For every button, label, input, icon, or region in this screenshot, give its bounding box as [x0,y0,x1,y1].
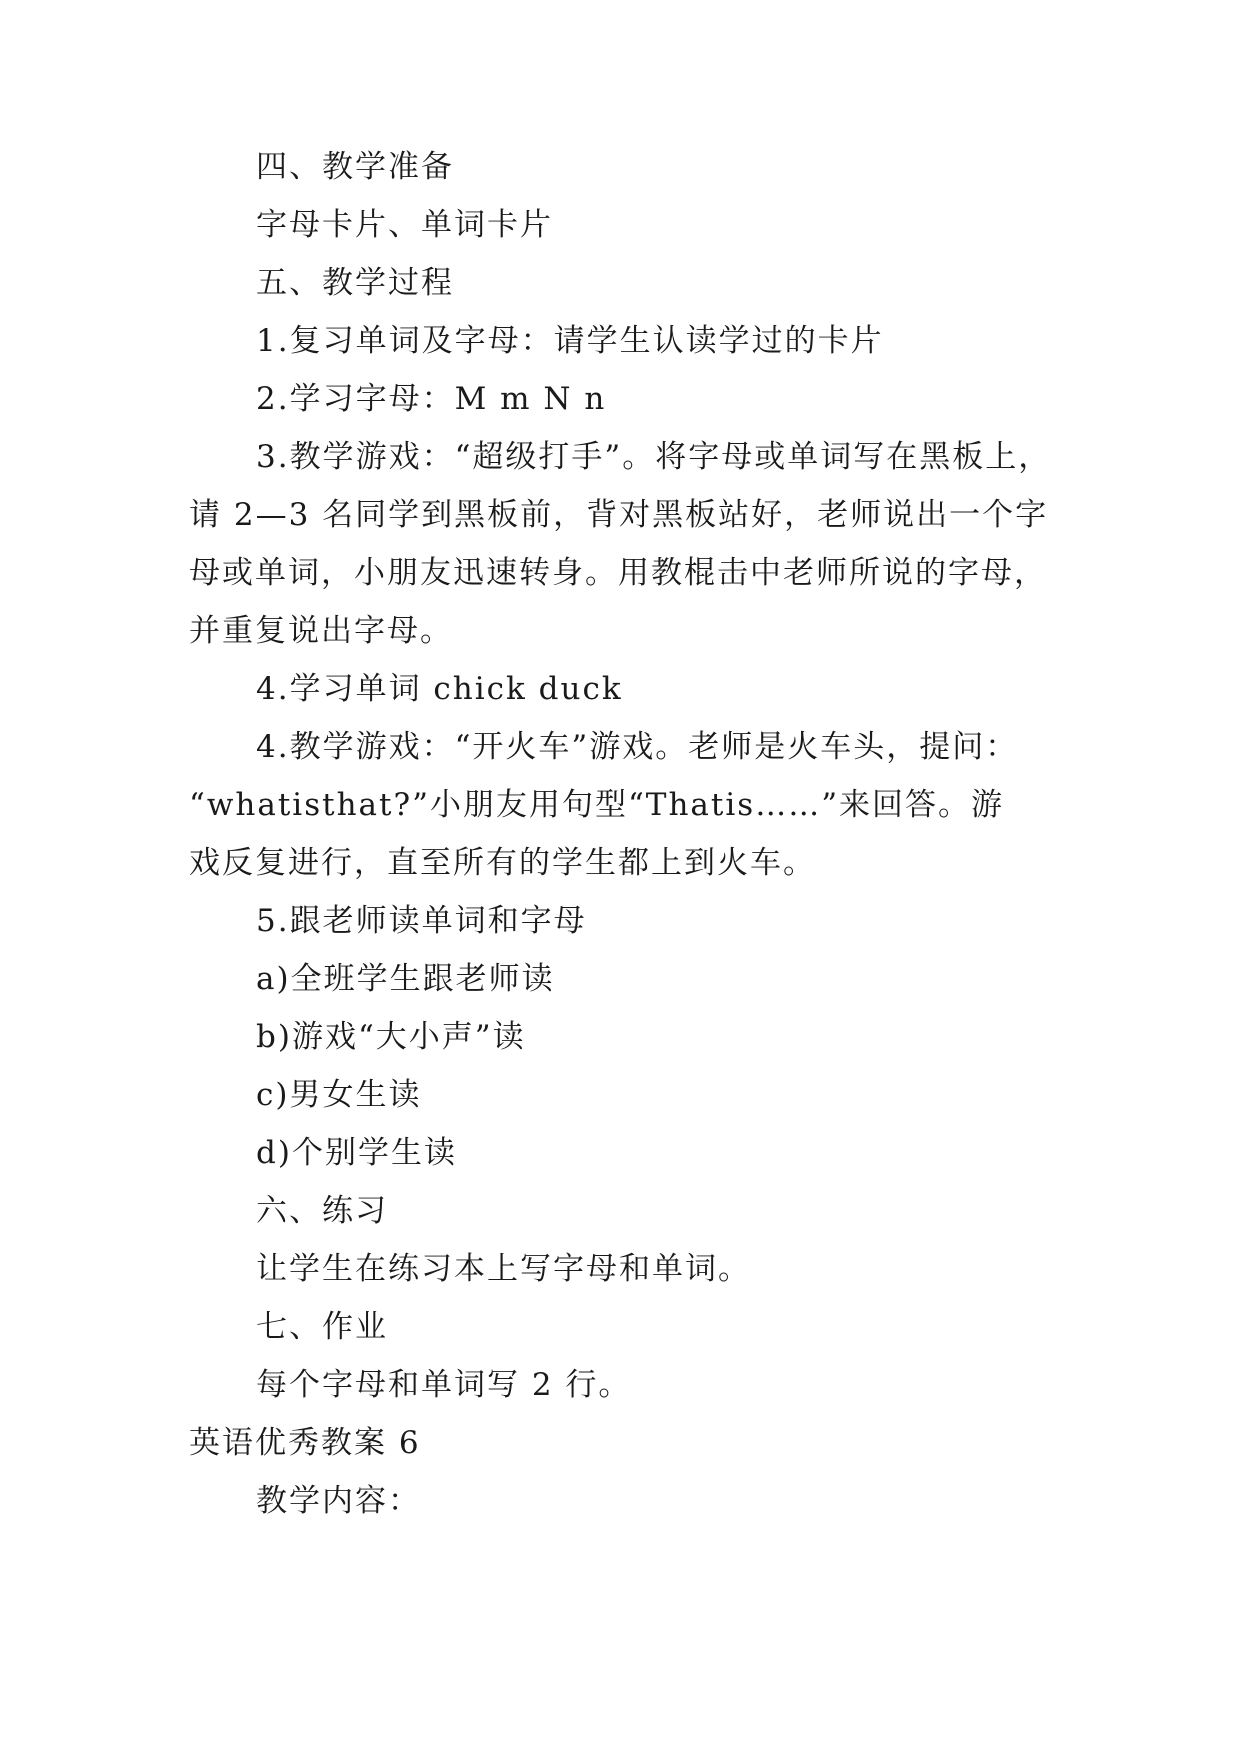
text-practice: 让学生在练习本上写字母和单词。 [256,1251,751,1287]
heading-practice: 六、练习 [256,1193,388,1229]
step-4-game-line-2: “whatisthat?”小朋友用句型“Thatis……”来回答。游 [189,787,1005,823]
step-5-item-c: c)男女生读 [256,1077,422,1113]
step-5-item-d: d)个别学生读 [256,1135,457,1171]
heading-teaching-content: 教学内容： [256,1483,421,1519]
step-5-read-along: 5.跟老师读单词和字母 [256,903,587,939]
text-homework: 每个字母和单词写 2 行。 [256,1367,632,1403]
step-3-game-line-2: 请 2—3 名同学到黑板前，背对黑板站好，老师说出一个字 [189,497,1049,533]
step-4-learn-words: 4.学习单词 chick duck [256,671,623,707]
text-materials: 字母卡片、单词卡片 [256,207,553,243]
step-3-game-line-1: 3.教学游戏：“超级打手”。将字母或单词写在黑板上， [256,439,1052,475]
heading-teaching-preparation: 四、教学准备 [256,149,454,185]
step-5-item-a: a)全班学生跟老师读 [256,961,555,997]
step-4-game-line-1: 4.教学游戏：“开火车”游戏。老师是火车头，提问： [256,729,1019,765]
step-1-review: 1.复习单词及字母：请学生认读学过的卡片 [256,323,884,359]
step-5-item-b: b)游戏“大小声”读 [256,1019,526,1055]
section-title-lesson-plan-6: 英语优秀教案 6 [189,1425,421,1461]
step-4-game-line-3: 戏反复进行，直至所有的学生都上到火车。 [189,845,816,881]
step-2-learn-letters: 2.学习字母：M m N n [256,381,607,417]
step-3-game-line-3: 母或单词，小朋友迅速转身。用教棍击中老师所说的字母， [189,555,1047,591]
step-3-game-line-4: 并重复说出字母。 [189,613,453,649]
heading-teaching-process: 五、教学过程 [256,265,454,301]
heading-homework: 七、作业 [256,1309,388,1345]
